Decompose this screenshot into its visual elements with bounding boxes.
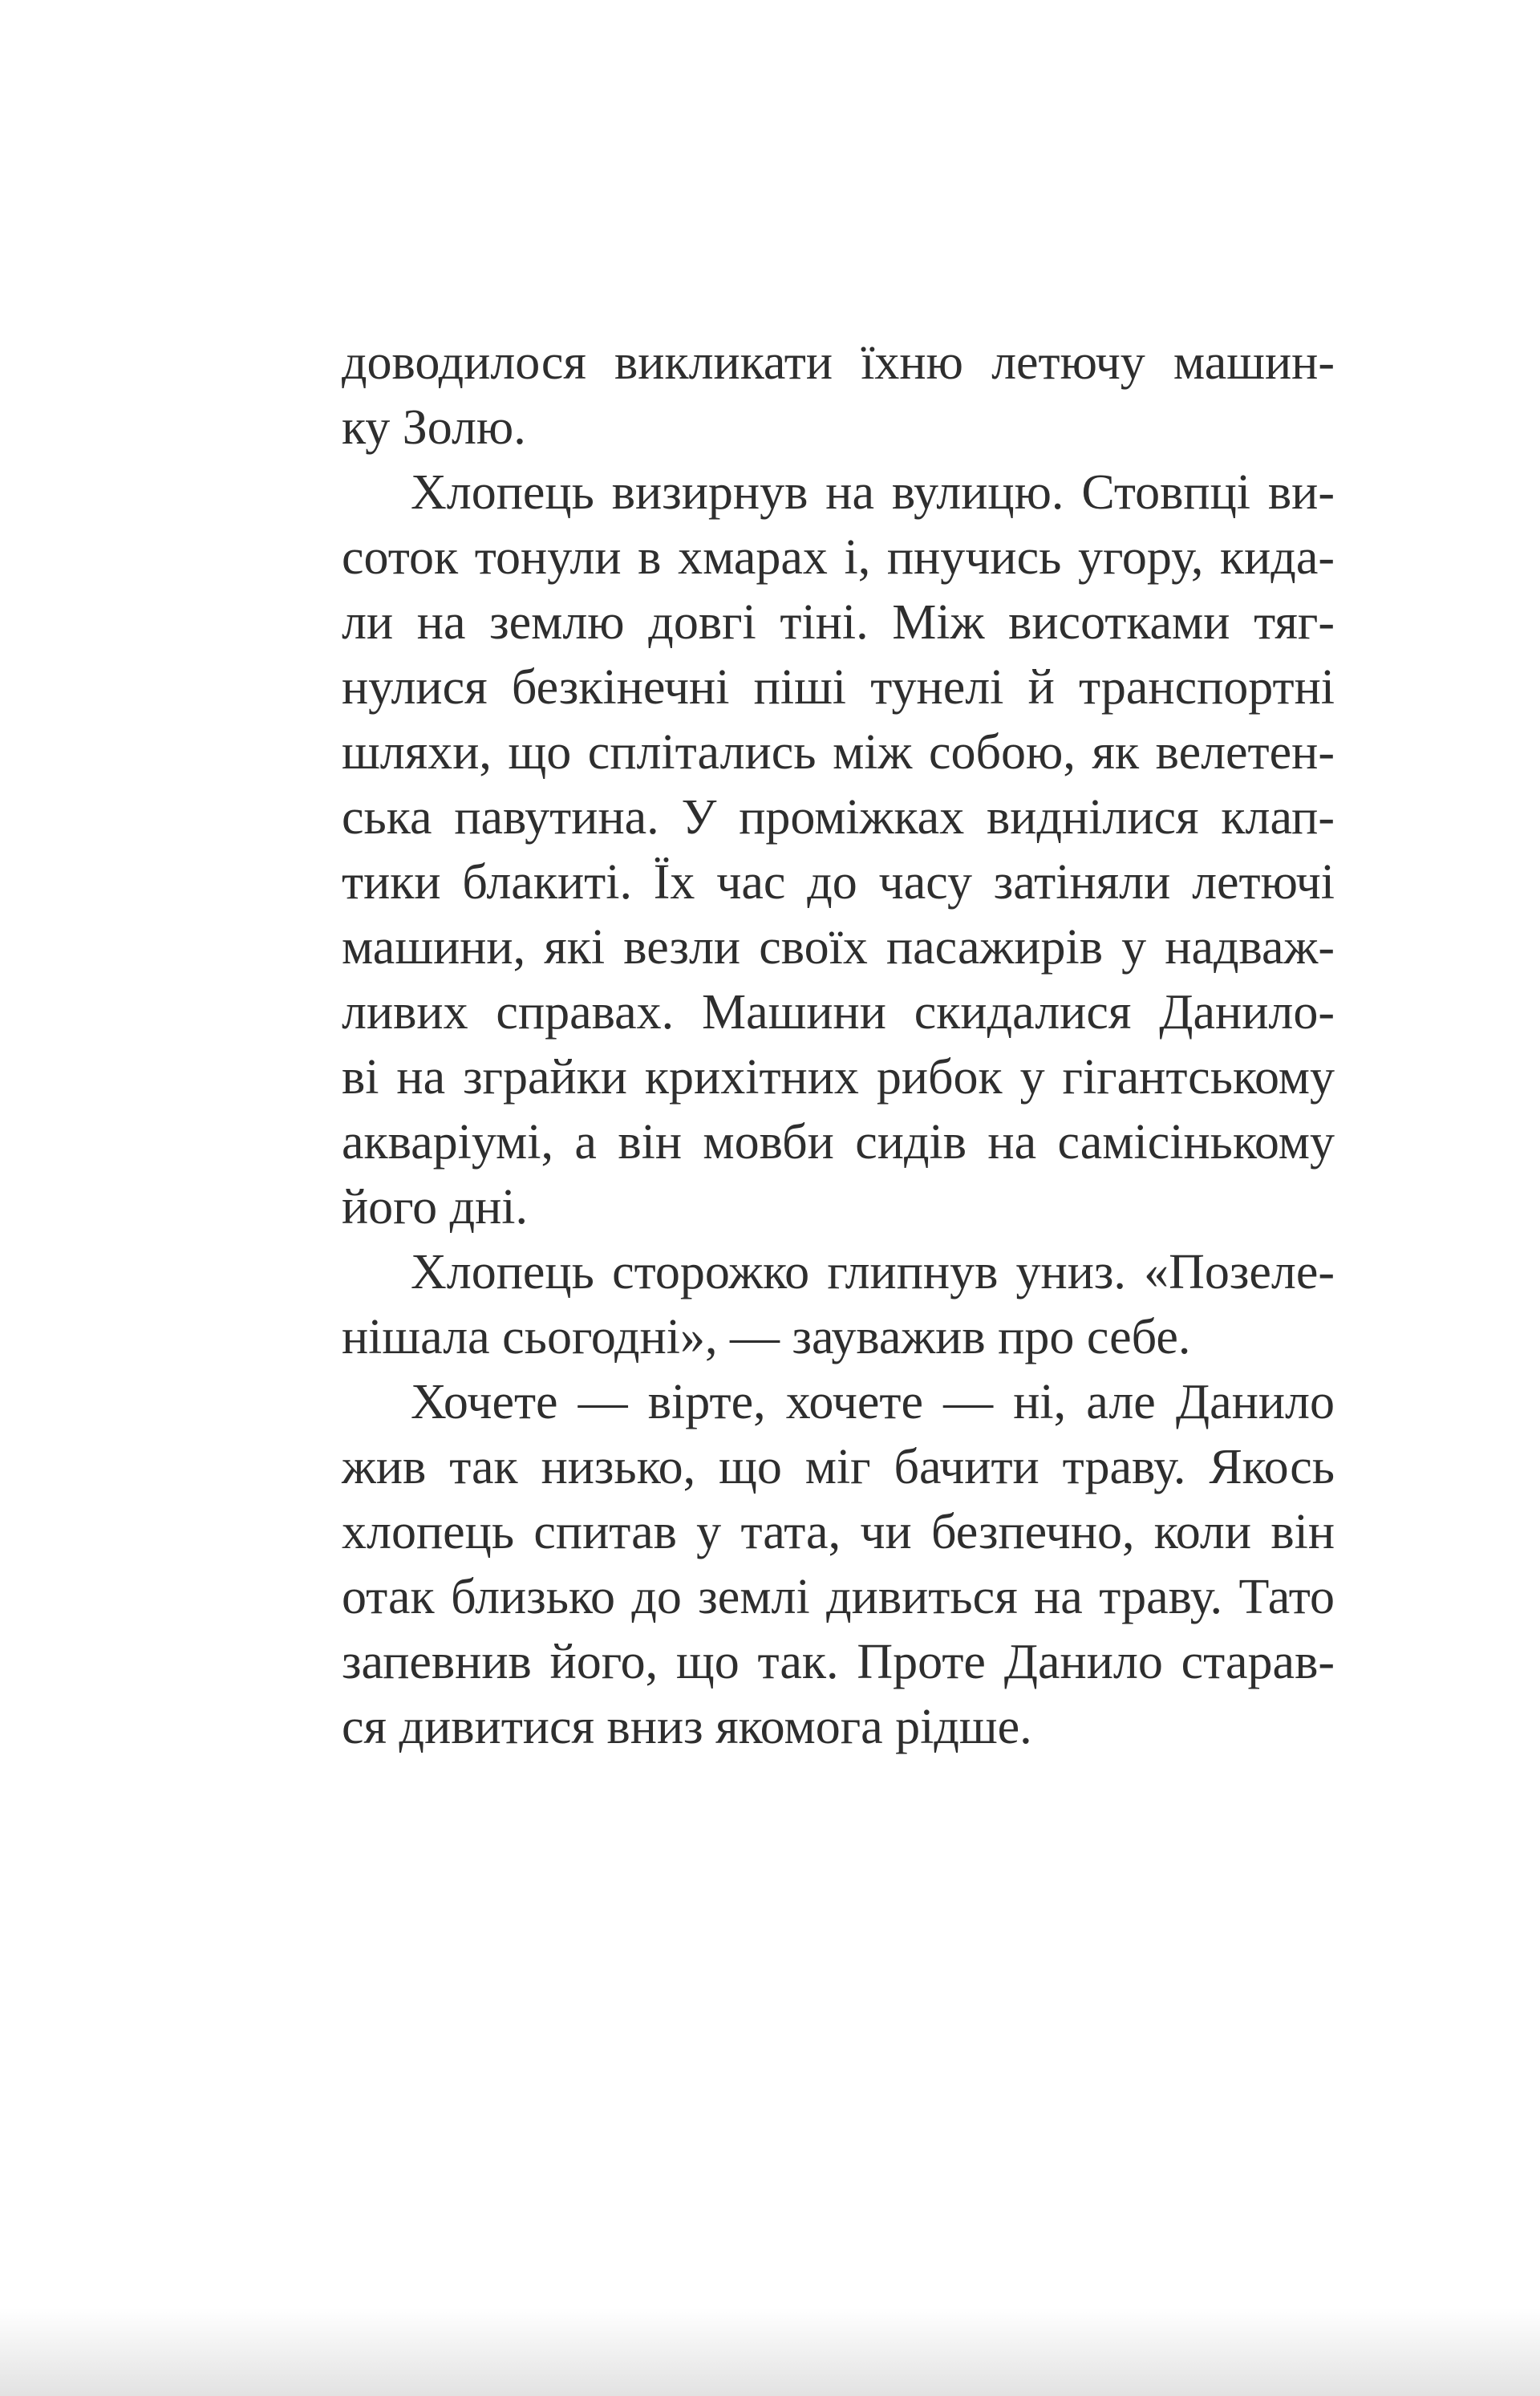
text-line: ку Золю. xyxy=(342,400,526,455)
text-line: ливих справах. Машини скидалися Данило- xyxy=(342,985,1335,1040)
text-line: ська павутина. У проміжках виднілися клап- xyxy=(342,790,1335,845)
text-line: машини, які везли своїх пасажирів у надваж- xyxy=(342,920,1335,975)
text-line: нулися безкінечні піші тунелі й транспортні xyxy=(342,660,1335,715)
text-line: шляхи, що сплітались між собою, як велетен- xyxy=(342,725,1335,780)
text-line: ві на зграйки крихітних рибок у гігантському xyxy=(342,1050,1335,1105)
text-line: хлопець спитав у тата, чи безпечно, коли він xyxy=(342,1505,1335,1559)
text-line: соток тонули в хмарах і, пнучись угору, кида- xyxy=(342,530,1335,585)
text-line: запевнив його, що так. Проте Данило старав- xyxy=(342,1635,1335,1689)
text-line: тики блакиті. Їх час до часу затіняли летючі xyxy=(342,855,1335,910)
text-line: ли на землю довгі тіні. Між висотками тяг- xyxy=(342,595,1335,650)
text-line: ся дивитися вниз якомога рідше. xyxy=(342,1700,1032,1754)
page-bottom-shadow xyxy=(0,2308,1540,2396)
text-line: доводилося викликати їхню летючу машин- xyxy=(342,335,1335,390)
text-line: нішала сьогодні», — зауважив про себе. xyxy=(342,1310,1191,1364)
text-line: акваріумі, а він мовби сидів на самісінькому xyxy=(342,1115,1335,1170)
book-page-text xyxy=(342,330,1335,1760)
text-line: Хочете — вірте, хочете — ні, але Данило xyxy=(411,1375,1335,1429)
text-line: жив так низько, що міг бачити траву. Якось xyxy=(342,1440,1335,1494)
text-line: Хлопець визирнув на вулицю. Стовпці ви- xyxy=(411,465,1335,520)
text-line: його дні. xyxy=(342,1180,529,1234)
text-line: Хлопець сторожко глипнув униз. «Позеле- xyxy=(411,1245,1335,1299)
text-line: отак близько до землі дивиться на траву. Тато xyxy=(342,1570,1335,1624)
